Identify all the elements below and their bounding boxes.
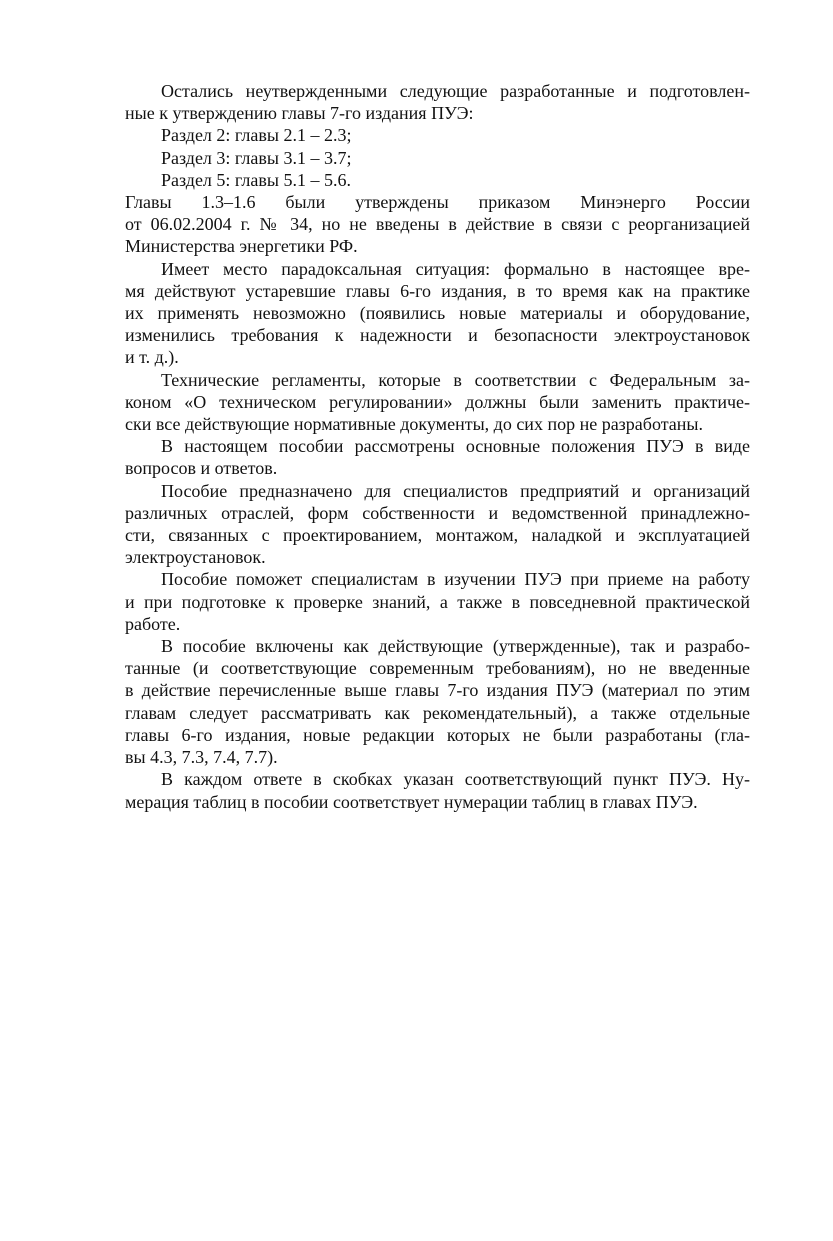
text-line: В настоящем пособии рассмотрены основные положения ПУЭ в виде [161,436,750,457]
paragraph-technical-regulations [89,369,750,436]
list-item-section-5 [89,169,750,191]
text-line: мя действуют устаревшие главы 6-го издания, в то время как на практике [125,280,750,301]
text-line: в действие перечисленные выше главы 7-го издания ПУЭ (материал по этим [125,680,750,701]
text-line: Пособие поможет специалистам в изучении ПУЭ при приеме на работу [161,569,750,590]
text-line: электроустановок. [125,547,266,568]
paragraph-numbering [89,768,750,812]
text-line: коном «О техническом регулировании» должны были заменить практиче- [125,391,750,412]
text-line: ные к утверждению главы 7-го издания ПУЭ: [125,103,474,124]
text-line: Пособие предназначено для специалистов предприятий и организаций [161,480,750,501]
paragraph-paradox [89,258,750,369]
text-line: главы 6-го издания, новые редакции которых не были разработаны (гла- [125,724,750,745]
document-page [89,80,750,813]
text-line: и т. д.). [125,347,179,368]
text-line: вы 4.3, 7.3, 7.4, 7.7). [125,747,278,768]
text-line: танные (и соответствующие современным требованиям), но не введенные [125,658,750,679]
list-item-section-3 [89,147,750,169]
text-line: Министерства энергетики РФ. [125,236,358,257]
text-line: Технические регламенты, которые в соответствии с Федеральным за- [161,369,750,390]
text-line: и при подготовке к проверке знаний, а также в повседневной практической [125,591,750,612]
text-line: различных отраслей, форм собственности и ведомственной принадлежно- [125,502,750,523]
list-item-section-2 [89,124,750,146]
paragraph-purpose [89,568,750,635]
text-line: Раздел 5: главы 5.1 – 5.6. [161,169,351,190]
text-line: мерация таблиц в пособии соответствует нумерации таблиц в главах ПУЭ. [125,791,698,812]
text-line: от 06.02.2004 г. № 34, но не введены в действие в связи с реорганизацией [125,214,750,235]
text-line: В пособие включены как действующие (утвержденные), так и разрабо- [161,636,750,657]
paragraph-manual-overview [89,435,750,479]
text-line: Раздел 3: главы 3.1 – 3.7; [161,147,352,168]
text-line: Главы 1.3–1.6 были утверждены приказом Минэнерго России [125,192,750,213]
text-line: главам следует рассматривать как рекомендательный), а также отдельные [125,702,750,723]
text-line: изменились требования к надежности и безопасности электроустановок [125,325,750,346]
text-line: сти, связанных с проектированием, монтажом, наладкой и эксплуатацией [125,525,750,546]
text-line: вопросов и ответов. [125,458,278,479]
paragraph-approved-chapters [89,191,750,258]
text-line: ски все действующие нормативные документы, до сих пор не разработаны. [125,414,704,435]
paragraph-unapproved-chapters [89,80,750,124]
text-line: В каждом ответе в скобках указан соответствующий пункт ПУЭ. Ну- [161,769,750,790]
text-line: Имеет место парадоксальная ситуация: формально в настоящее вре- [161,258,750,279]
paragraph-audience [89,480,750,569]
paragraph-contents [89,635,750,768]
text-line: Остались неутвержденными следующие разработанные и подготовлен- [161,81,750,101]
text-line: их применять невозможно (появились новые материалы и оборудование, [125,303,750,324]
text-line: Раздел 2: главы 2.1 – 2.3; [161,125,352,146]
text-line: работе. [125,613,181,634]
